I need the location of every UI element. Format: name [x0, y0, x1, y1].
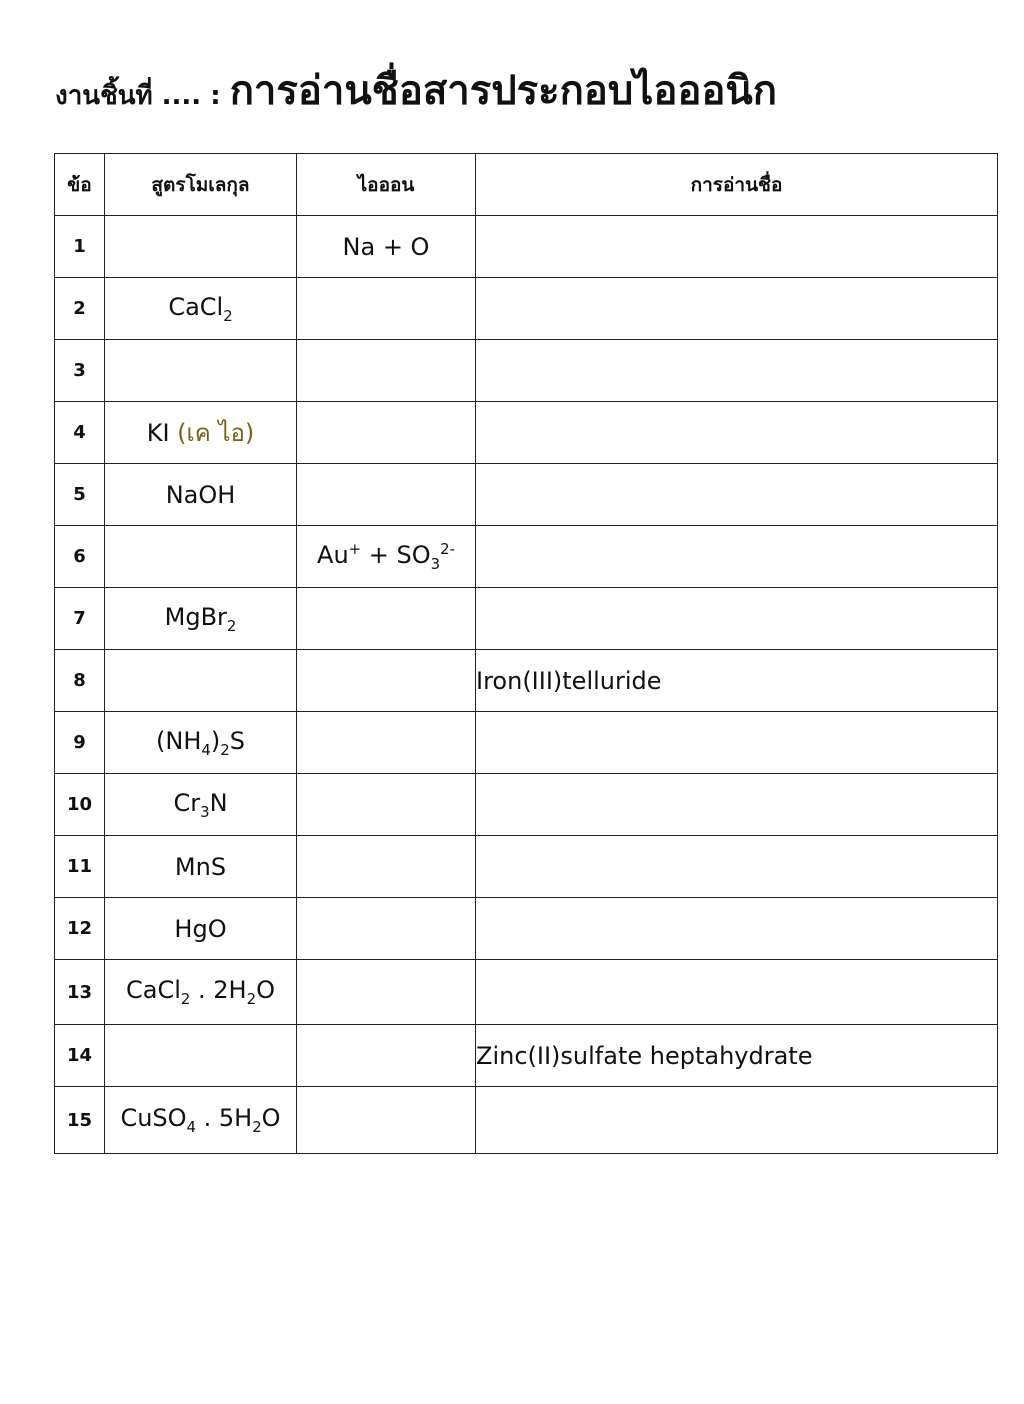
row-number: 2: [55, 278, 105, 340]
formula-subscript: 2: [252, 1117, 262, 1136]
table-row: [55, 898, 998, 960]
row-number: 14: [55, 1025, 105, 1087]
formula-text: S: [229, 726, 245, 755]
table-row: [55, 650, 998, 712]
ion-cell[interactable]: [297, 526, 476, 588]
table-header-row: [55, 154, 998, 216]
ion-cell[interactable]: [297, 278, 476, 340]
worksheet-number-label: งานชิ้นที่ .... :: [55, 81, 230, 111]
header-no: ข้อ: [55, 154, 105, 216]
formula-text: O: [256, 976, 275, 1005]
table-row: [55, 836, 998, 898]
name-cell[interactable]: [476, 278, 998, 340]
name-cell[interactable]: [476, 836, 998, 898]
formula-subscript: 3: [200, 802, 210, 821]
header-name: การอ่านชื่อ: [476, 154, 998, 216]
formula-subscript: 2: [220, 740, 230, 759]
name-cell[interactable]: [476, 588, 998, 650]
name-cell[interactable]: [476, 960, 998, 1025]
name-cell[interactable]: [476, 464, 998, 526]
formula-text: KI: [146, 419, 178, 447]
table-row: [55, 464, 998, 526]
table-row: [55, 774, 998, 836]
ion-cell[interactable]: [297, 836, 476, 898]
formula-text: . 2H: [190, 976, 247, 1005]
row-number: 4: [55, 402, 105, 464]
name-cell[interactable]: Zinc(II)sulfate heptahydrate: [476, 1025, 998, 1087]
page-title: [55, 58, 777, 122]
row-number: 10: [55, 774, 105, 836]
formula-text: NaOH: [165, 480, 236, 509]
formula-cell[interactable]: [105, 712, 297, 774]
formula-cell[interactable]: [105, 898, 297, 960]
formula-text: MnS: [174, 852, 227, 881]
table-row: [55, 340, 998, 402]
formula-cell[interactable]: [105, 960, 297, 1025]
formula-cell[interactable]: [105, 774, 297, 836]
row-number: 8: [55, 650, 105, 712]
table-row: [55, 402, 998, 464]
row-number: 3: [55, 340, 105, 402]
formula-cell[interactable]: [105, 464, 297, 526]
table-row: [55, 278, 998, 340]
formula-cell[interactable]: [105, 216, 297, 278]
table-row: [55, 1025, 998, 1087]
formula-subscript: 2: [226, 616, 237, 635]
formula-subscript: 2: [223, 306, 233, 325]
ion-cell[interactable]: [297, 464, 476, 526]
row-number: 6: [55, 526, 105, 588]
name-cell[interactable]: Iron(III)telluride: [476, 650, 998, 712]
formula-text: . 5H: [196, 1104, 253, 1133]
formula-cell[interactable]: [105, 402, 297, 464]
formula-text: N: [209, 788, 228, 817]
formula-text: Cr: [173, 788, 201, 817]
formula-text: MgBr: [164, 602, 227, 631]
ion-text: + SO: [361, 541, 431, 570]
name-cell[interactable]: [476, 712, 998, 774]
formula-cell[interactable]: [105, 650, 297, 712]
ion-cell[interactable]: [297, 650, 476, 712]
row-number: 15: [55, 1087, 105, 1154]
name-cell[interactable]: [476, 774, 998, 836]
pronunciation-hint: (เค ไอ): [177, 419, 255, 447]
ion-cell[interactable]: [297, 960, 476, 1025]
name-cell[interactable]: [476, 216, 998, 278]
table-row: [55, 526, 998, 588]
formula-cell[interactable]: [105, 1025, 297, 1087]
row-number: 7: [55, 588, 105, 650]
formula-subscript: 2: [180, 989, 191, 1008]
row-number: 13: [55, 960, 105, 1025]
row-number: 5: [55, 464, 105, 526]
ion-text: Au: [317, 541, 349, 570]
name-cell[interactable]: [476, 340, 998, 402]
header-ion: ไอออน: [297, 154, 476, 216]
table-row: [55, 216, 998, 278]
formula-subscript: 4: [186, 1117, 196, 1136]
ion-cell[interactable]: [297, 216, 476, 278]
formula-text: O: [261, 1104, 281, 1133]
formula-text: CaCl: [126, 976, 181, 1005]
row-number: 1: [55, 216, 105, 278]
formula-text: CaCl: [168, 292, 224, 321]
formula-text: (NH: [156, 726, 202, 755]
formula-cell[interactable]: [105, 588, 297, 650]
formula-text: CuSO: [120, 1104, 187, 1133]
formula-cell[interactable]: [105, 1087, 297, 1154]
formula-subscript: 4: [201, 740, 211, 759]
name-cell[interactable]: [476, 898, 998, 960]
ion-subscript: 3: [430, 554, 441, 573]
formula-cell[interactable]: [105, 340, 297, 402]
ionic-compound-table: [54, 153, 998, 1154]
row-number: 9: [55, 712, 105, 774]
ion-cell[interactable]: [297, 1025, 476, 1087]
ion-cell[interactable]: [297, 1087, 476, 1154]
ion-charge: +: [348, 540, 362, 559]
formula-cell[interactable]: [105, 836, 297, 898]
formula-cell[interactable]: [105, 526, 297, 588]
table-row: [55, 960, 998, 1025]
formula-cell[interactable]: [105, 278, 297, 340]
table-row: [55, 712, 998, 774]
name-cell[interactable]: [476, 526, 998, 588]
table-row: [55, 588, 998, 650]
formula-text: ): [210, 726, 221, 755]
table-row: [55, 1087, 998, 1154]
ion-cell[interactable]: [297, 402, 476, 464]
formula-subscript: 2: [246, 989, 257, 1008]
name-cell[interactable]: [476, 1087, 998, 1154]
ion-cell[interactable]: [297, 588, 476, 650]
worksheet-title: การอ่านชื่อสารประกอบไอออนิก: [229, 68, 777, 114]
ion-cell[interactable]: [297, 774, 476, 836]
ion-cell[interactable]: [297, 898, 476, 960]
row-number: 12: [55, 898, 105, 960]
name-cell[interactable]: [476, 402, 998, 464]
ion-cell[interactable]: [297, 340, 476, 402]
row-number: 11: [55, 836, 105, 898]
ion-charge: 2-: [440, 540, 455, 559]
ion-text: Na + O: [342, 232, 430, 261]
header-formula: สูตรโมเลกุล: [105, 154, 297, 216]
ion-cell[interactable]: [297, 712, 476, 774]
formula-text: HgO: [174, 914, 227, 943]
